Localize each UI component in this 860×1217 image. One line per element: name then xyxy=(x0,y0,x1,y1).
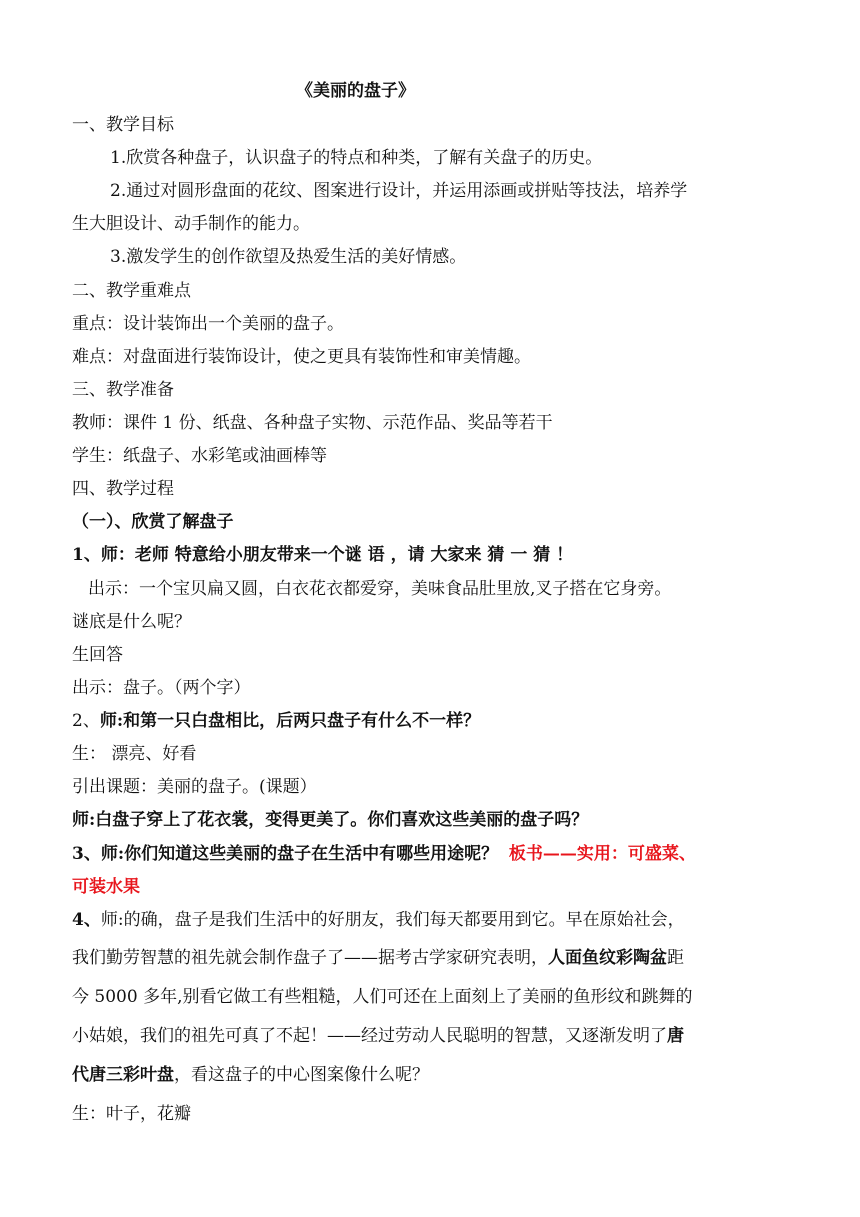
step-4-text-b2: 距 xyxy=(667,948,684,968)
goal-3: 3.激发学生的创作欲望及热爱生活的美好情感。 xyxy=(110,247,467,267)
step-4-text-e2: ，看这盘子的中心图案像什么呢？ xyxy=(174,1065,429,1085)
step-4-line-2 xyxy=(72,947,792,969)
student-answer: 生回答 xyxy=(72,645,123,665)
step-3 xyxy=(72,843,792,865)
artifact-leaf-plate: 代唐三彩叶盘 xyxy=(72,1065,174,1085)
step-4-line-4 xyxy=(72,1025,792,1047)
step-4-line-1 xyxy=(72,909,792,931)
teacher-question: 师:白盘子穿上了花衣裳，变得更美了。你们喜欢这些美丽的盘子吗？ xyxy=(72,810,589,830)
riddle-line-2: 谜底是什么呢？ xyxy=(72,612,191,632)
blackboard-note-cont: 可装水果 xyxy=(72,877,140,897)
step-4-line-3: 今 5000 多年,别看它做工有些粗糙，人们可还在上面刻上了美丽的鱼形纹和跳舞的 xyxy=(72,987,693,1007)
step-4-text-b1: 我们勤劳智慧的祖先就会制作盘子了——据考古学家研究表明， xyxy=(72,948,548,968)
artifact-tang: 唐 xyxy=(667,1026,684,1046)
student-reply-end: 生：叶子，花瓣 xyxy=(72,1104,191,1124)
prep-teacher: 教师：课件 1 份、纸盘、各种盘子实物、示范作品、奖品等若干 xyxy=(72,413,553,433)
step-4-text-a: 师:的确，盘子是我们生活中的好朋友，我们每天都要用到它。早在原始社会， xyxy=(100,910,685,930)
show-answer: 出示：盘子。（两个字） xyxy=(72,678,251,698)
heading-goals: 一、教学目标 xyxy=(72,115,174,135)
blackboard-note: 板书——实用：可盛菜、 xyxy=(508,844,696,864)
artifact-fish-basin: 人面鱼纹彩陶盆 xyxy=(548,948,667,968)
doc-title: 《美丽的盘子》 xyxy=(296,81,415,101)
heading-preparation: 三、教学准备 xyxy=(72,380,174,400)
step-2-text: 师:和第一只白盘相比，后两只盘子有什么不一样？ xyxy=(99,711,481,731)
step-4-number: 4、 xyxy=(72,910,101,930)
step-2-number: 2、 xyxy=(72,711,100,731)
lesson-topic: 引出课题：美丽的盘子。(课题） xyxy=(72,777,317,797)
goal-2-line-2: 生大胆设计、动手制作的能力。 xyxy=(72,214,310,234)
subheading-appreciate: （一）、欣赏了解盘子 xyxy=(72,512,234,532)
prep-student: 学生：纸盘子、水彩笔或油画棒等 xyxy=(72,446,327,466)
goal-1: 1.欣赏各种盘子，认识盘子的特点和种类，了解有关盘子的历史。 xyxy=(110,148,603,168)
key-point: 重点：设计装饰出一个美丽的盘子。 xyxy=(72,314,344,334)
difficult-point: 难点：对盘面进行装饰设计，使之更具有装饰性和审美情趣。 xyxy=(72,347,531,367)
step-3-text: 3、师:你们知道这些美丽的盘子在生活中有哪些用途呢？ xyxy=(72,844,499,864)
riddle-line-1: 出示：一个宝贝扁又圆，白衣花衣都爱穿，美味食品肚里放,叉子搭在它身旁。 xyxy=(88,579,672,599)
step-4-line-5 xyxy=(72,1064,792,1086)
student-reply: 生： 漂亮、好看 xyxy=(72,744,197,764)
step-4-text-d1: 小姑娘，我们的祖先可真了不起！——经过劳动人民聪明的智慧，又逐渐发明了 xyxy=(72,1026,667,1046)
step-2 xyxy=(72,710,792,732)
goal-2-line-1: 2.通过对圆形盘面的花纹、图案进行设计，并运用添画或拼贴等技法，培养学 xyxy=(110,181,688,201)
heading-key-points: 二、教学重难点 xyxy=(72,281,191,301)
step-1: 1、师：老师 特意给小朋友带来一个谜 语 ，请 大家来 猜 一 猜 ！ xyxy=(72,545,574,565)
heading-process: 四、教学过程 xyxy=(72,479,174,499)
